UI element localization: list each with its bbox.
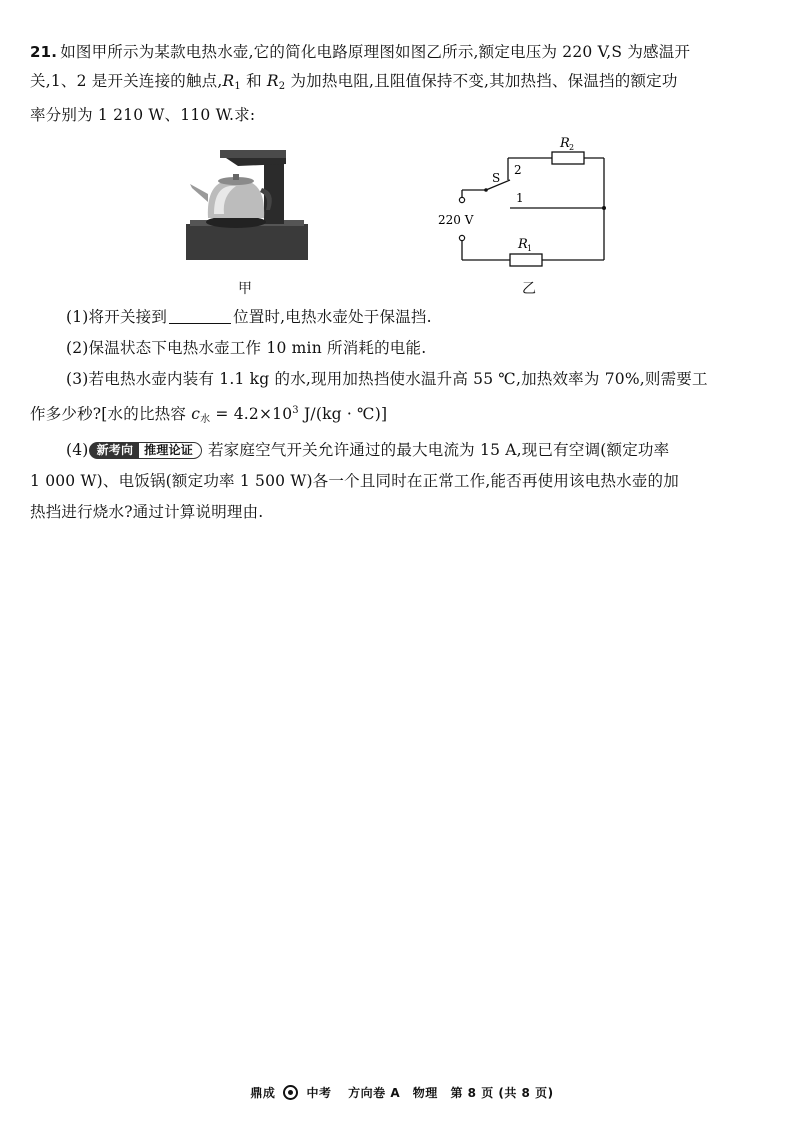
badge-new-direction: 新考向	[89, 442, 140, 459]
r1-symbol: R	[222, 72, 235, 90]
page-number: 第 8 页 (共 8 页)	[450, 1086, 554, 1100]
answer-blank[interactable]	[169, 309, 231, 324]
voltage-label: 220 V	[438, 213, 474, 227]
r2-symbol: R	[266, 72, 279, 90]
contact-2-label: 2	[514, 163, 522, 177]
switch-label: S	[492, 171, 501, 185]
part-3: (3)若电热水壶内装有 1.1 kg 的水,现用加热挡使水温升高 55 ℃,加热效率为 70%,则需要工 作多少秒?[水的比热容 $c_水 = 4.2\times 10^3$ J/(kg · ℃)]	[30, 370, 708, 425]
part-4: (4) 新考向 推理论证 若家庭空气开关允许通过的最大电流为 15 A,现已有空调(额定功率 1 000 W)、电饭锅(额定功率 1 500 W)各一个且同时在正常工作,能否再使用该电热水壶的加 热挡进行烧水?通过计算说明理由.	[30, 441, 679, 521]
brand-logo-icon	[283, 1085, 298, 1100]
circuit-diagram	[430, 132, 630, 272]
contact-1-label: 1	[516, 191, 524, 205]
r1-label: R	[518, 237, 528, 252]
paper-name: 方向卷 A	[348, 1086, 401, 1100]
question-parts	[30, 302, 756, 528]
subject: 物理	[412, 1086, 438, 1100]
svg-text:2: 2	[569, 143, 575, 152]
page-footer	[0, 1084, 800, 1101]
figure-caption-left: 甲	[238, 281, 252, 297]
badge-reasoning: 推理论证	[139, 442, 202, 459]
question-stem: 21. 如图甲所示为某款电热水壶,它的简化电路原理图如图乙所示,额定电压为 220 V,S 为感温开 关,1、2 是开关连接的触点$,R_1$ 和 $R_2$ 为加热电阻,且阻值保持不变,其加热挡、保温挡的额定功 率分别为 1 210 W、110 W.求:	[30, 43, 691, 124]
part-1: (1)将开关接到 位置时,电热水壶处于保温挡.	[66, 308, 432, 326]
svg-text:1: 1	[527, 244, 533, 253]
r2-label: R	[560, 136, 570, 151]
figure-caption-right: 乙	[522, 281, 536, 297]
question-number: 21.	[30, 43, 58, 61]
brand: 鼎成 中考	[250, 1086, 332, 1100]
kettle-figure	[180, 144, 320, 266]
part-2: (2)保温状态下电热水壶工作 10 min 所消耗的电能.	[66, 339, 427, 357]
